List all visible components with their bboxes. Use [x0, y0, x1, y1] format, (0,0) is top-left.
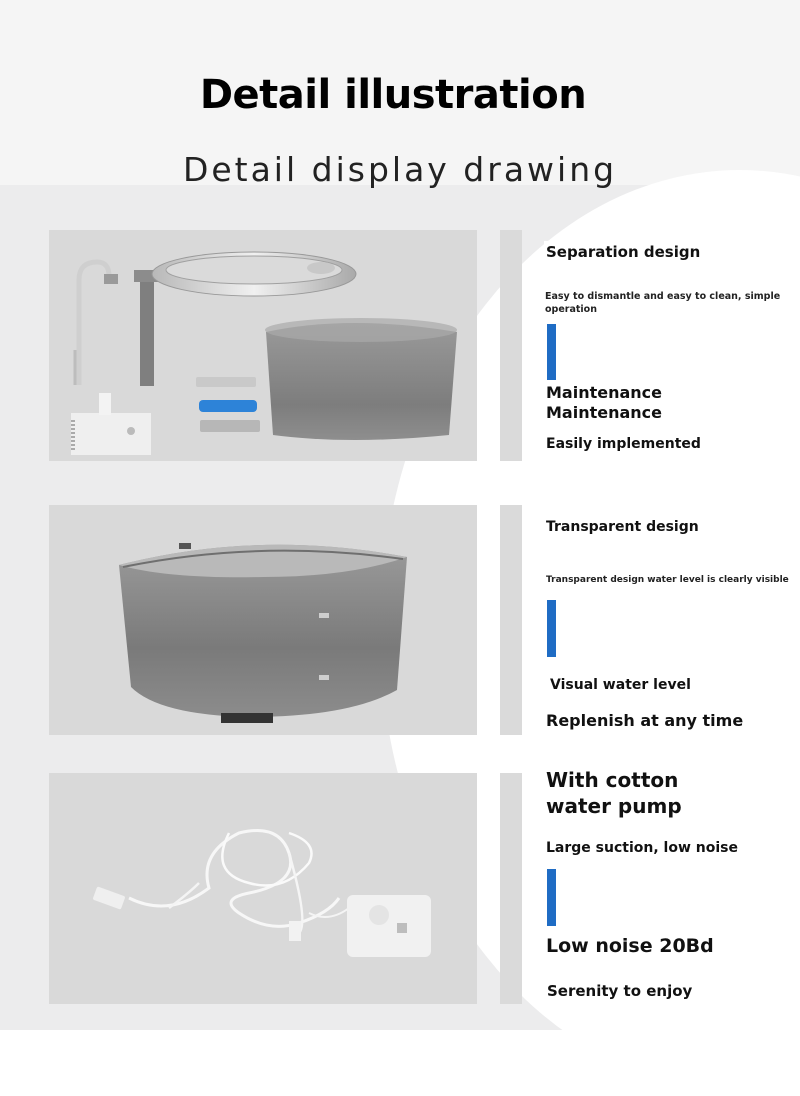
- page-title: Detail illustration: [199, 72, 587, 118]
- separation-parts-image: [49, 230, 477, 461]
- section-divider-strip: [500, 773, 522, 1004]
- separation-design-heading: Separation design: [544, 241, 704, 263]
- maintenance-label-1: Maintenance: [546, 383, 663, 402]
- easily-implemented-label: Easily implemented: [544, 434, 705, 454]
- background-bottom: [0, 1030, 800, 1096]
- replenish-label: Replenish at any time: [544, 709, 747, 732]
- section-divider-strip: [500, 505, 522, 735]
- accent-bar: [547, 869, 556, 926]
- accent-bar: [547, 600, 556, 657]
- accent-bar: [547, 324, 556, 380]
- water-pump-image: [49, 773, 477, 1004]
- transparent-tank-image: [49, 505, 477, 735]
- section-divider-strip: [500, 230, 522, 461]
- separation-design-description: Easy to dismantle and easy to clean, simple operation: [545, 291, 781, 315]
- page-subtitle: Detail display drawing: [182, 150, 618, 189]
- visual-water-level-label: Visual water level: [548, 675, 695, 695]
- low-noise-label: Low noise 20Bd: [544, 933, 718, 959]
- cotton-pump-heading-1: With cotton: [544, 768, 682, 792]
- transparent-design-heading: Transparent design: [544, 517, 703, 537]
- serenity-label: Serenity to enjoy: [545, 980, 696, 1002]
- cotton-pump-heading-2: water pump: [544, 794, 686, 818]
- large-suction-label: Large suction, low noise: [544, 838, 742, 858]
- maintenance-label-2: Maintenance: [546, 403, 663, 422]
- transparent-design-description: Transparent design water level is clearly visible: [544, 572, 798, 589]
